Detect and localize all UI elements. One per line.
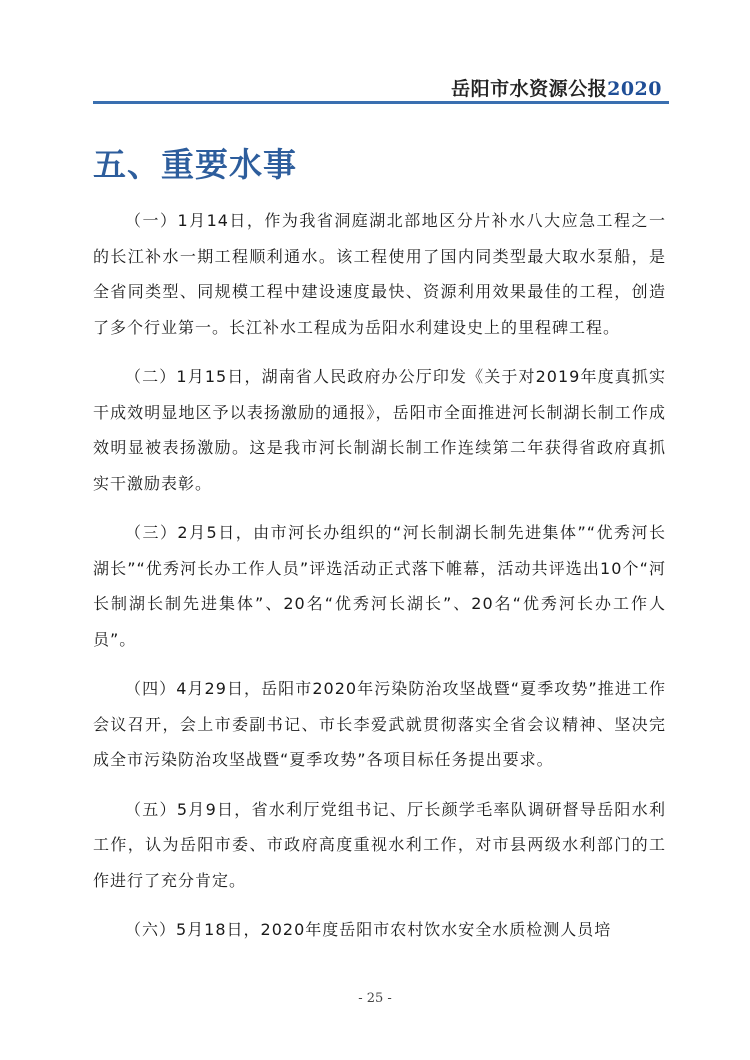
paragraph-1: （一）1月14日，作为我省洞庭湖北部地区分片补水八大应急工程之一的长江补水一期工程顺利通水。该工程使用了国内同类型最大取水泵船，是全省同类型、同规模工程中建设速度最快、资源利用效果最佳的工程，创造了多个行业第一。长江补水工程成为岳阳水利建设史上的里程碑工程。 bbox=[93, 211, 666, 337]
paragraph-2: （二）1月15日，湖南省人民政府办公厅印发《关于对2019年度真抓实干成效明显地区予以表扬激励的通报》，岳阳市全面推进河长制湖长制工作成效明显被表扬激励。这是我市河长制湖长制工作连续第二年获得省政府真抓实干激励表彰。 bbox=[93, 367, 666, 493]
paragraph-3: （三）2月5日，由市河长办组织的“河长制湖长制先进集体”“优秀河长湖长”“优秀河长办工作人员”评选活动正式落下帷幕，活动共评选出10个“河长制湖长制先进集体”、20名“优秀河长湖长”、20名“优秀河长办工作人员”。 bbox=[93, 523, 666, 649]
header-divider bbox=[93, 101, 669, 104]
paragraph-6: （六）5月18日，2020年度岳阳市农村饮水安全水质检测人员培 bbox=[125, 920, 612, 939]
section-title: 五、重要水事 bbox=[93, 145, 297, 184]
report-year: 2020 bbox=[607, 78, 662, 100]
paragraph-4: （四）4月29日，岳阳市2020年污染防治攻坚战暨“夏季攻势”推进工作会议召开，会上市委副书记、市长李爱武就贯彻落实全省会议精神、坚决完成全市污染防治攻坚战暨“夏季攻势”各项目标任务提出要求。 bbox=[93, 679, 666, 769]
page-number: - 25 - bbox=[358, 991, 392, 1006]
paragraph-5: （五）5月9日，省水利厅党组书记、厅长颜学毛率队调研督导岳阳水利工作，认为岳阳市委、市政府高度重视水利工作，对市县两级水利部门的工作进行了充分肯定。 bbox=[93, 799, 666, 890]
section-body bbox=[93, 203, 666, 962]
report-title-text: 岳阳市水资源公报 bbox=[451, 78, 608, 100]
report-title bbox=[451, 74, 662, 101]
